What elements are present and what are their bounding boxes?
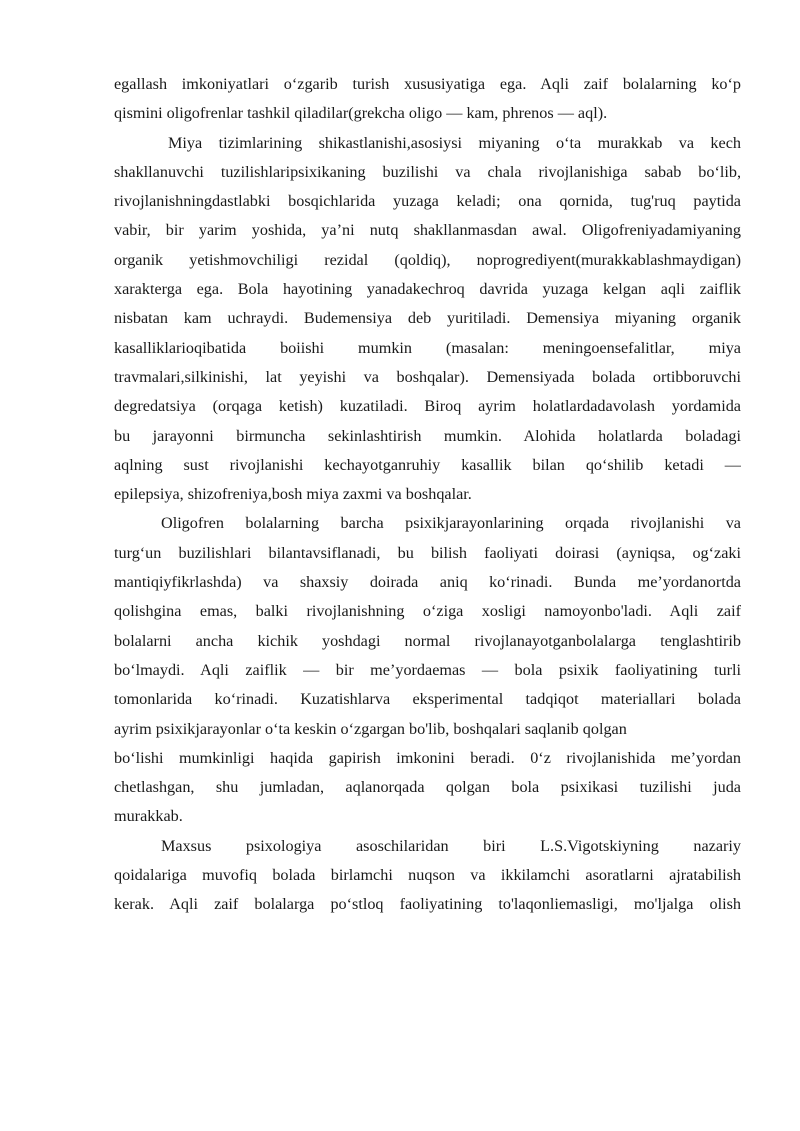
text-line: bu jarayonni birmuncha sekinlashtirish mumkin. Alohida holatlarda boladagi [114, 426, 741, 445]
text-line: Maxsus psixologiya asoschilaridan biri L.S.Vigotskiyning nazariy [161, 836, 741, 855]
text-line: boʻlmaydi. Aqli zaiflik — bir meʼyordaemas — bola psixik faoliyatining turli [114, 660, 741, 679]
text-line: Oligofren bolalarning barcha psixikjarayonlarining orqada rivojlanishi va [161, 514, 741, 533]
paragraph-2 [114, 129, 741, 510]
text-line: chetlashgan, shu jumladan, aqlanorqada qolgan bola psixikasi tuzilishi juda [114, 778, 741, 797]
paragraph-1 [114, 70, 741, 129]
text-line: turgʻun buzilishlari bilantavsiflanadi, bu bilish faoliyati doirasi (ayniqsa, ogʻzaki [114, 543, 741, 562]
text-line: ayrim psixikjarayonlar oʻta keskin oʻzgargan bo'lib, boshqalari saqlanib qolgan [114, 719, 627, 738]
text-line: xarakterga ega. Bola hayotining yanadakechroq davrida yuzaga kelgan aqli zaiflik [114, 280, 741, 299]
text-line: qoidalariga muvofiq bolada birlamchi nuqson va ikkilamchi asoratlarni ajratabilish [114, 866, 741, 885]
text-line: Miya tizimlarining shikastlanishi,asosiysi miyaning oʻta murakkab va kech [168, 133, 741, 152]
text-line: kerak. Aqli zaif bolalarga poʻstloq faoliyatining to'laqonliemasligi, mo'ljalga olish [114, 895, 741, 914]
text-line: murakkab. [114, 807, 183, 826]
text-line: vabir, bir yarim yoshida, yaʼni nutq shakllanmasdan awal. Oligofreniyadamiyaning [114, 221, 741, 240]
text-line: organik yetishmovchiligi rezidal (qoldiq), noprogrediyent(murakkablashmaydigan) [114, 250, 741, 269]
text-line: aqlning sust rivojlanishi kechayotganruhiy kasallik bilan qoʻshilib ketadi — [114, 455, 741, 474]
document-page [114, 70, 741, 920]
text-line: travmalari,silkinishi, lat yeyishi va boshqalar). Demensiyada bolada ortibboruvchi [114, 367, 741, 386]
text-line: bolalarni ancha kichik yoshdagi normal rivojlanayotganbolalarga tenglashtirib [114, 631, 741, 650]
paragraph-4 [114, 832, 741, 920]
text-line: boʻlishi mumkinligi haqida gapirish imkonini beradi. 0ʻz rivojlanishida meʼyordan [114, 748, 741, 767]
text-line: rivojlanishningdastlabki bosqichlarida yuzaga keladi; ona qornida, tug'ruq paytida [114, 192, 741, 211]
text-line: degredatsiya (orqaga ketish) kuzatiladi. Biroq ayrim holatlardadavolash yordamida [114, 397, 741, 416]
paragraph-3 [114, 509, 741, 831]
text-line: mantiqiyfikrlashda) va shaxsiy doirada aniq koʻrinadi. Bunda meʼyordanortda [114, 573, 741, 592]
text-line: egallash imkoniyatlari oʻzgarib turish xususiyatiga ega. Aqli zaif bolalarning koʻp [114, 75, 741, 93]
text-line: shakllanuvchi tuzilishlaripsixikaning buzilishi va chala rivojlanishiga sabab boʻlib, [114, 162, 741, 181]
text-line: qolishgina emas, balki rivojlanishning oʻziga xosligi namoyonbo'ladi. Aqli zaif [114, 602, 741, 621]
text-line: tomonlarida koʻrinadi. Kuzatishlarva eksperimental tadqiqot materiallari bolada [114, 690, 741, 709]
text-line: epilepsiya, shizofreniya,bosh miya zaxmi va boshqalar. [114, 485, 472, 504]
text-line: nisbatan kam uchraydi. Budemensiya deb yuritiladi. Demensiya miyaning organik [114, 309, 741, 328]
text-line: kasalliklarioqibatida boiishi mumkin (masalan: meningoensefalitlar, miya [114, 338, 741, 357]
text-line: qismini oligofrenlar tashkil qiladilar(grekcha oligo — kam, phrenos — aql). [114, 104, 608, 123]
